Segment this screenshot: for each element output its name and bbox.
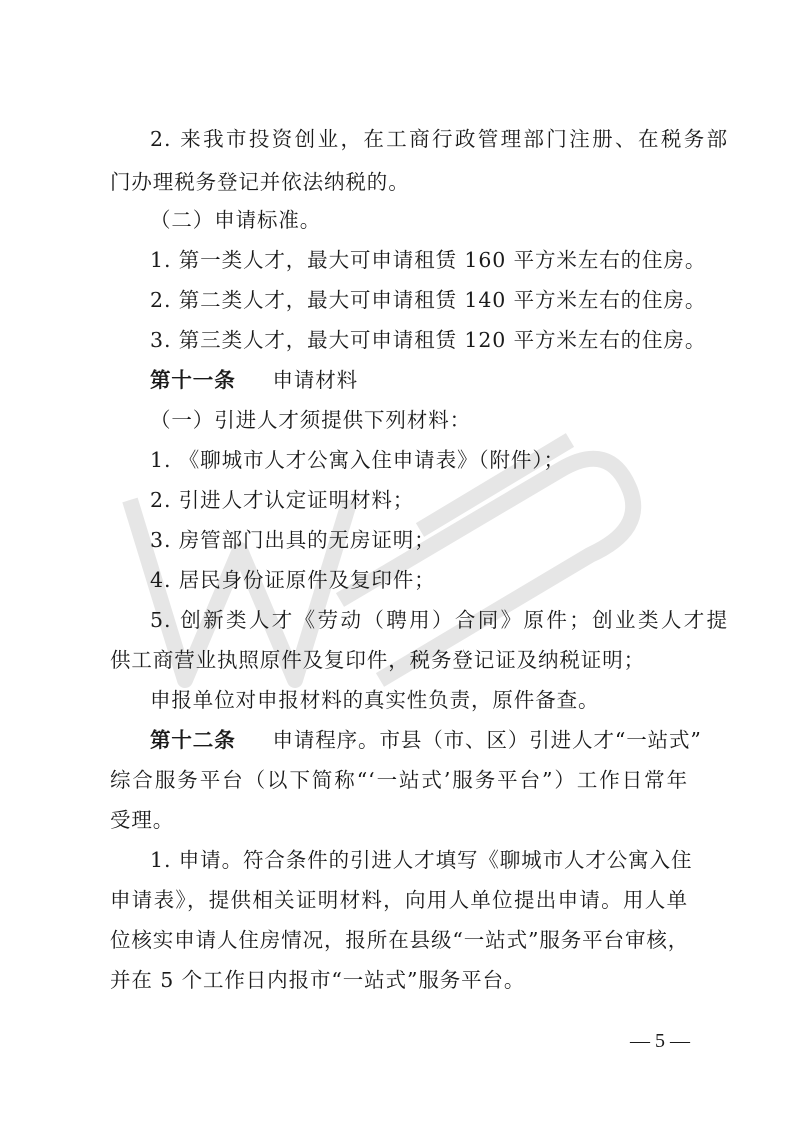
text-line-1: 2. 来我市投资创业，在工商行政管理部门注册、在税务部 <box>150 127 728 151</box>
article-12-heading <box>150 728 702 753</box>
article-12-number: 第十二条 <box>150 728 236 752</box>
text-line-8: （一）引进人才须提供下列材料： <box>150 408 471 432</box>
text-line-20: 申请表》，提供相关证明材料，向用人单位提出申请。用人单 <box>110 888 688 912</box>
text-line-9: 1. 《聊城市人才公寓入住申请表》（附件）； <box>150 448 565 472</box>
text-line-12: 4. 居民身份证原件及复印件； <box>150 568 436 592</box>
text-line-18: 受理。 <box>110 808 175 832</box>
section-heading: （二）申请标准。 <box>150 208 322 232</box>
text-line-17: 综合服务平台（以下简称“‘一站式’服务平台”）工作日常年 <box>110 768 688 792</box>
article-11-heading <box>150 368 730 393</box>
text-line-11: 3. 房管部门出具的无房证明； <box>150 528 436 552</box>
text-line-13: 5. 创新类人才《劳动（聘用）合同》原件；创业类人才提 <box>150 608 728 632</box>
text-line-19: 1. 申请。符合条件的引进人才填写《聊城市人才公寓入住 <box>150 848 693 872</box>
text-line-6: 3. 第三类人才，最大可申请租赁 120 平方米左右的住房。 <box>150 328 707 352</box>
article-11-number: 第十一条 <box>150 368 236 392</box>
text-line-4: 1. 第一类人才，最大可申请租赁 160 平方米左右的住房。 <box>150 248 707 272</box>
text-line-21: 位核实申请人住房情况，报所在县级“一站式”服务平台审核， <box>110 928 690 952</box>
text-line-22: 并在 5 个工作日内报市“一站式”服务平台。 <box>110 968 526 992</box>
page-number: — 5 — <box>630 1030 690 1052</box>
article-12-text: 申请程序。市县（市、区）引进人才“一站式” <box>272 728 702 752</box>
text-line-10: 2. 引进人才认定证明材料； <box>150 488 415 512</box>
article-11-title: 申请材料 <box>272 368 359 392</box>
text-line-2: 门办理税务登记并依法纳税的。 <box>110 170 410 194</box>
text-line-14: 供工商营业执照原件及复印件，税务登记证及纳税证明； <box>110 648 645 672</box>
text-line-15: 申报单位对申报材料的真实性负责，原件备查。 <box>150 688 600 712</box>
text-line-5: 2. 第二类人才，最大可申请租赁 140 平方米左右的住房。 <box>150 288 707 312</box>
